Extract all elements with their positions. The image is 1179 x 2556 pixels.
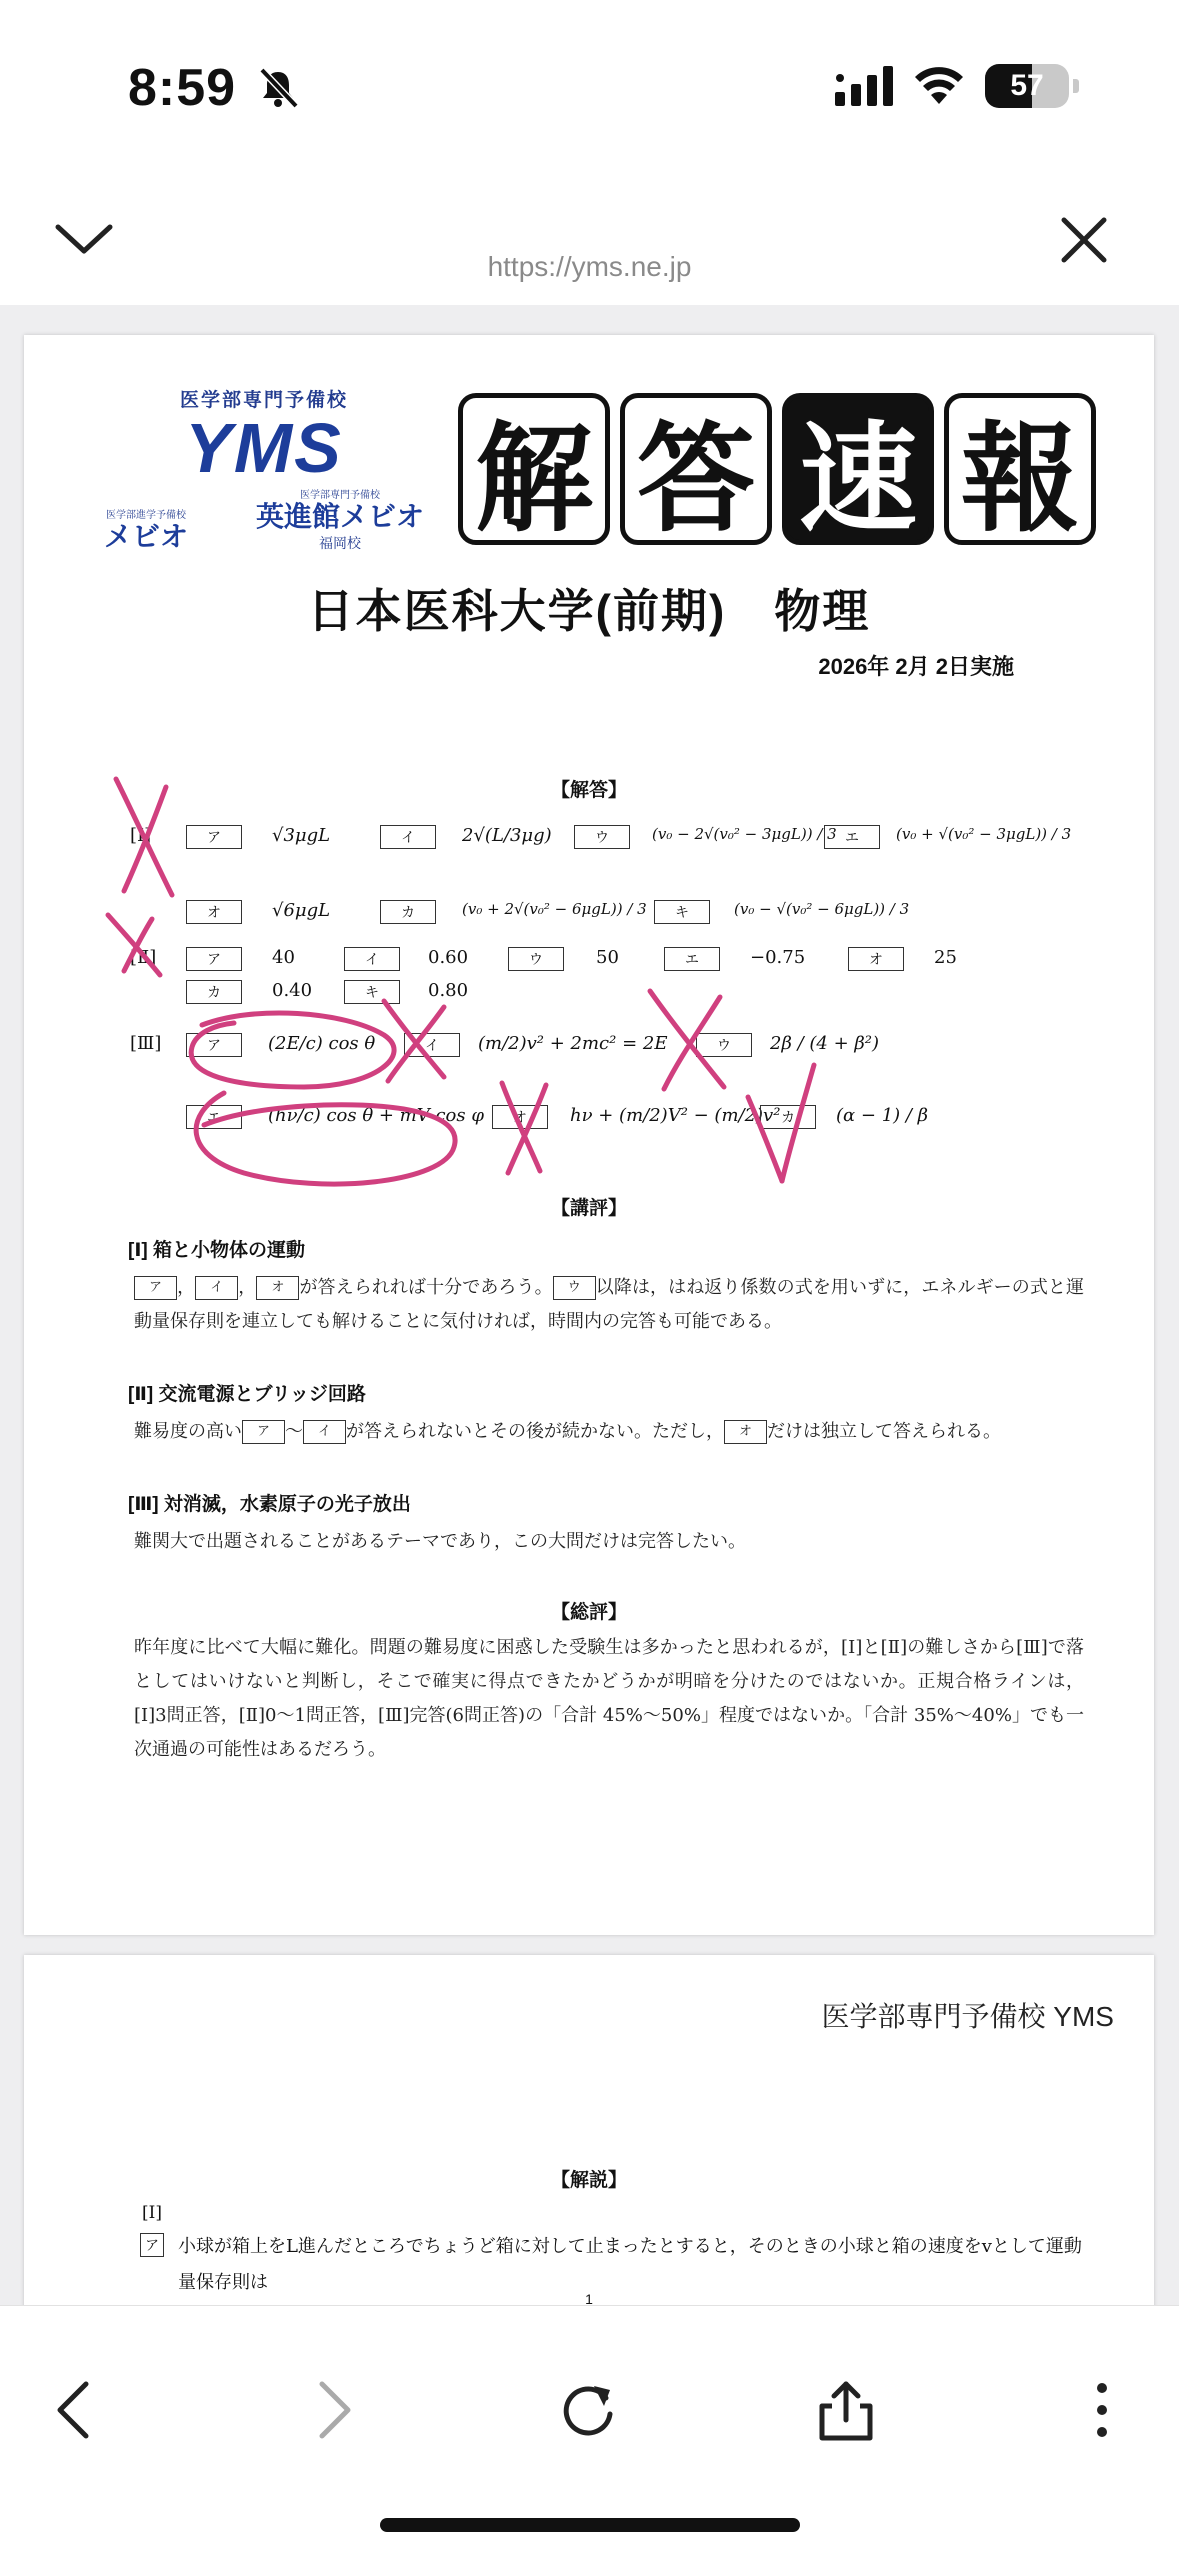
review-s3-head: [Ⅲ] 対消滅，水素原子の光子放出: [128, 1494, 411, 1515]
battery-level: 57: [1010, 69, 1044, 102]
page2-text: 小球が箱上をL進んだところでちょうど箱に対して止まったとすると，そのときの小球と箱の速度をvとして運動量保存則は: [178, 2236, 1082, 2293]
cellular-signal-icon: [835, 66, 893, 106]
url-label[interactable]: https://yms.ne.jp: [487, 251, 692, 282]
answer-box: ア: [186, 825, 242, 849]
forward-icon[interactable]: [300, 2378, 364, 2442]
answer-box: ウ: [508, 947, 564, 971]
status-indicators: [835, 64, 1079, 108]
answer-box: ウ: [574, 825, 630, 849]
answer-box: オ: [186, 900, 242, 924]
title-char: 速: [782, 393, 934, 545]
page-title: 日本医科大学(前期) 物理: [307, 585, 871, 637]
reload-icon[interactable]: [556, 2378, 620, 2442]
text: が答えられないとその後が続かない。ただし，: [346, 1421, 725, 1442]
answer-value: (v₀ − 2√(v₀² − 3μgL)) / 3: [652, 825, 837, 843]
review-s1-text: ア ， イ ， オ が答えられれば十分であろう。 ウ 以降は，はね返り係数の式を用いずに，エネルギーの式と運動量保存則を連立しても解けることに気付ければ，時間内の完答も可能である。: [134, 1277, 1085, 1332]
page2-box: ア: [140, 2233, 164, 2257]
logo-left-tiny: 医学部進学予備校: [106, 510, 186, 521]
answer-value: (2E/c) cos θ: [268, 1033, 376, 1054]
answer-value: (v₀ − √(v₀² − 6μgL)) / 3: [734, 900, 910, 918]
answer-box: エ: [824, 825, 880, 849]
review-heading: 【講評】: [550, 1197, 627, 1219]
back-icon[interactable]: [44, 2378, 108, 2442]
answer-box: エ: [664, 947, 720, 971]
text: 難易度の高い: [134, 1421, 242, 1442]
home-indicator: [380, 2518, 800, 2532]
answer-box: イ: [344, 947, 400, 971]
answer-value: (α − 1) / β: [836, 1105, 929, 1126]
answer-value: (hν/c) cos θ + mV cos φ: [268, 1105, 484, 1126]
answer-value: 2β / (4 + β²): [770, 1033, 880, 1054]
review-s2-head: [Ⅱ] 交流電源とブリッジ回路: [128, 1384, 366, 1405]
page-number: 1: [585, 2291, 593, 2305]
answer-box: カ: [760, 1105, 816, 1129]
title-char: 答: [620, 393, 772, 545]
answer-box: キ: [344, 980, 400, 1004]
text: 以降は，はね返り係数の式を用いずに，エネルギーの式と運動量保存則を連立しても解けることに気付ければ，時間内の完答も可能である。: [134, 1277, 1085, 1332]
summary-text: 昨年度に比べて大幅に難化。問題の難易度に困惑した受験生は多かったと思われるが，[Ⅰ]と[Ⅱ]の難しさから[Ⅲ]で落としてはいけないと判断し，そこで確実に得点できたかどうかが明暗を分けたのではないか。正規合格ラインは，[Ⅰ]3問正答，[Ⅱ]0〜1問正答，[Ⅲ]完答(6問正答)の「合計 45%〜50%」程度ではないか。「合計 35%〜40%」でも一次通過の可能性はあるだろう。: [134, 1637, 1084, 1760]
pdf-page-2: [24, 1955, 1154, 2305]
answer-value: hν + (m/2)V² − (m/2)v²: [570, 1105, 781, 1126]
answer-value: 2√(L/3μg): [462, 825, 552, 846]
review-s3-text: 難関大で出題されることがあるテーマであり，この大問だけは完答したい。: [134, 1531, 746, 1552]
inline-box: オ: [724, 1420, 767, 1444]
answer-box: オ: [848, 947, 904, 971]
wifi-icon: [913, 66, 965, 106]
text: が答えられれば十分であろう。: [299, 1277, 553, 1298]
inline-box: ア: [242, 1420, 285, 1444]
answer-value: 0.40: [272, 980, 313, 1001]
status-bar: [0, 0, 1179, 175]
row-label: [Ⅰ]: [130, 825, 152, 846]
inline-box: ア: [134, 1276, 177, 1300]
answer-value: (v₀ + 2√(v₀² − 6μgL)) / 3: [462, 900, 647, 918]
pdf-page-1: [24, 335, 1154, 1935]
bell-slash-icon: [256, 66, 300, 110]
answer-box: カ: [380, 900, 436, 924]
answer-box: イ: [380, 825, 436, 849]
answer-value: 50: [596, 947, 619, 968]
page2-brand: 医学部専門予備校 YMS: [821, 2001, 1114, 2032]
answer-box: エ: [186, 1105, 242, 1129]
browser-toolbar: [0, 2305, 1179, 2556]
answer-value: (m/2)v² + 2mc² = 2E: [478, 1033, 668, 1054]
text: だけは独立して答えられる。: [767, 1421, 1002, 1442]
answer-value: (v₀ + √(v₀² − 3μgL)) / 3: [896, 825, 1072, 843]
answer-box: オ: [492, 1105, 548, 1129]
more-icon[interactable]: [1070, 2378, 1134, 2442]
close-icon[interactable]: [1059, 215, 1109, 265]
answer-value: −0.75: [750, 947, 806, 968]
logo-right-sub: 福岡校: [318, 535, 361, 551]
review-s1-head: [Ⅰ] 箱と小物体の運動: [128, 1240, 306, 1261]
page2-section: [Ⅰ]: [142, 2203, 162, 2223]
answer-value: 0.60: [428, 947, 469, 968]
text: 〜: [285, 1421, 304, 1442]
logo-main: YMS: [185, 409, 343, 487]
row-label: [Ⅱ]: [130, 947, 157, 968]
answer-box: キ: [654, 900, 710, 924]
exam-date: 2026年 2月 2日実施: [818, 654, 1014, 679]
answer-value: 40: [272, 947, 295, 968]
inline-box: オ: [256, 1276, 299, 1300]
answer-box: イ: [404, 1033, 460, 1057]
battery-icon: [985, 64, 1069, 108]
pdf-viewer[interactable]: [0, 305, 1179, 2305]
inline-box: イ: [195, 1276, 238, 1300]
title-char: 解: [458, 393, 610, 545]
inline-box: ウ: [553, 1276, 596, 1300]
answer-box: ア: [186, 1033, 242, 1057]
inline-box: イ: [303, 1420, 346, 1444]
answer-box: ア: [186, 947, 242, 971]
answers-heading: 【解答】: [550, 779, 627, 801]
title-char: 報: [944, 393, 1096, 545]
logo-sub: 医学部専門予備校: [179, 390, 348, 411]
answer-value: √3μgL: [272, 825, 331, 846]
review-s2-text: [134, 1415, 1084, 1449]
answer-value: 25: [934, 947, 957, 968]
page2-heading: 【解説】: [550, 2170, 627, 2191]
share-icon[interactable]: [814, 2378, 878, 2442]
answer-value: √6μgL: [272, 900, 331, 921]
row-label: [Ⅲ]: [130, 1033, 162, 1054]
logo-left: メビオ: [104, 521, 189, 552]
logo-right: 英進館メビオ: [255, 501, 424, 532]
summary-heading: 【総評】: [550, 1601, 627, 1623]
answer-value: 0.80: [428, 980, 469, 1001]
status-time: 8:59: [128, 59, 237, 117]
answer-box: カ: [186, 980, 242, 1004]
answer-box: ウ: [696, 1033, 752, 1057]
browser-header: [0, 175, 1179, 305]
logo-right-tiny: 医学部専門予備校: [299, 490, 380, 501]
